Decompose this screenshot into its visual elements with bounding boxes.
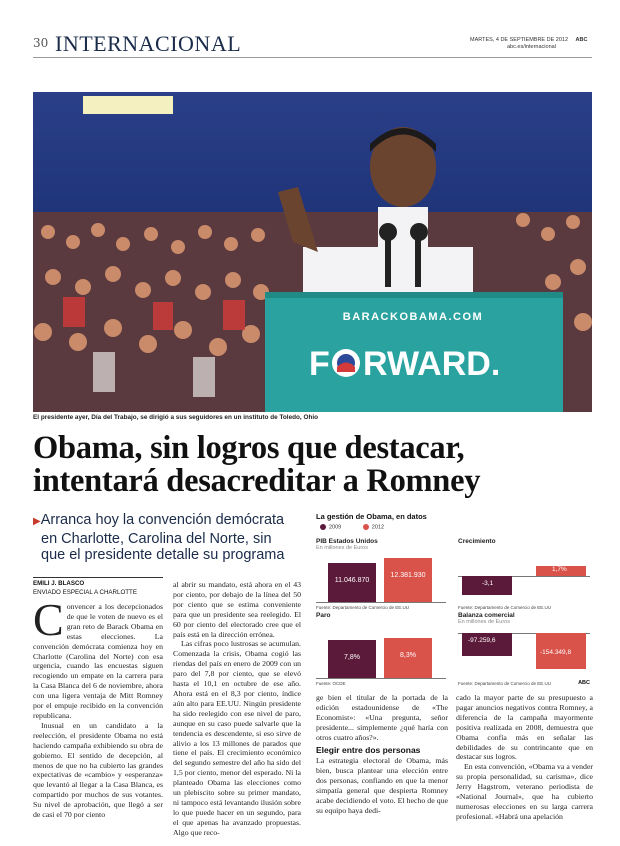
photo-illustration: [33, 92, 592, 412]
bar-2012: [384, 638, 432, 678]
body-column-2: [173, 580, 301, 838]
col3-paragraph-2: La estrategia electoral de Obama, más bien, busca plantear una elección entre dos personas, confiando en que la menor simpatía general que despierta Romney acabe decidiendo el voto. El hecho de que su equipo haya dedi-: [316, 756, 448, 815]
ceiling-light: [83, 96, 173, 114]
chart-title: Crecimiento: [458, 538, 496, 545]
main-photo: [33, 92, 592, 412]
chart-balanza: [458, 612, 592, 686]
bar-label: -3,1: [482, 580, 494, 587]
legend-swatch-2009: [320, 524, 326, 530]
bar-label: 7,8%: [344, 654, 360, 661]
infographic-brand: ABC: [578, 680, 590, 686]
bar-2012: [536, 633, 586, 669]
bar-label: 11.046.870: [334, 577, 370, 584]
bar-label: -154.349,8: [540, 649, 572, 656]
page-number: 30: [33, 36, 49, 50]
bar-label: -97.259,6: [468, 637, 496, 644]
bar-label: 1,7%: [552, 566, 567, 573]
bar-2012: [536, 566, 586, 576]
col1-paragraph-1: onvencer a los decepcionados de que le voten de nuevo es el gran reto de Barack Obama en estas elecciones. La convención demócrata comienza hoy en Charlotte (Carolina del Norte) con esa urgencia, cuando las encuestas siguen recogiendo un empate en la carrera para la Casa Blanca del 6 de noviembre, ahora con una ligera ventaja de Mitt Romney por el empuje recibido en la convención republicana.: [33, 602, 163, 720]
headline-line-2: intentará desacreditar a Romney: [33, 463, 481, 499]
col1-paragraph-2: Inusual en un candidato a la reelección, el presidente Obama no está haciendo campaña exhibiendo su obra de gobierno. El sentido de decepción, al menos de que no ha cubierto las grandes expectativas de «cambio» y «esperanza» que levantó al llegar a la Casa Blanca, es compartido por muchos de sus votantes. Su nivel de aprobación, que llegó a ser de casi el 70 por ciento: [33, 720, 163, 820]
chart-crecimiento: [458, 538, 592, 610]
col2-paragraph-1: al abrir su mandato, está ahora en el 43 por ciento, por debajo de la línea del 50 por ciento que se estima conveniente para que un presidente sea reelegido. El 60 por ciento del electorado cree que el país está en la dirección errónea.: [173, 580, 301, 639]
deck-line-3: que el presidente detalle su programa: [41, 547, 285, 563]
chart-legend: [320, 524, 384, 530]
baseline: [316, 678, 446, 679]
body-column-3: [316, 693, 448, 816]
deck: [33, 512, 308, 564]
photo-caption: El presidente ayer, Día del Trabajo, se dirigió a sus seguidores en un instituto de Toledo, Ohio: [33, 414, 319, 421]
legend-label-2009: 2009: [329, 524, 342, 531]
arrow-icon: ▶: [33, 516, 41, 527]
chart-source: Fuente: OCDE: [316, 681, 346, 686]
bar-2009: [462, 576, 512, 595]
header-rule: [33, 57, 592, 58]
infographic-title: La gestión de Obama, en datos: [316, 512, 427, 521]
sign-text-f: F: [309, 345, 330, 383]
chart-title: PIB Estados Unidos: [316, 538, 378, 545]
headline: [33, 432, 593, 498]
sign-text-rest: RWARD.: [363, 345, 501, 383]
header-brand: ABC: [575, 37, 588, 43]
chart-title: Balanza comercial: [458, 612, 515, 619]
podium: [265, 292, 563, 412]
podium-text: BARACKOBAMA.COM: [342, 311, 484, 323]
header-url: abc.es/internacional: [507, 44, 556, 50]
chart-source: Fuente: Departamento de Comercio de EE.UU: [458, 605, 552, 610]
deck-line-1: Arranca hoy la convención demócrata: [40, 512, 285, 528]
deck-line-2: en Charlotte, Carolina del Norte, sin: [41, 530, 272, 547]
byline-rule: [33, 577, 163, 578]
bar-label: 8,3%: [400, 652, 416, 659]
author-name: EMILI J. BLASCO: [33, 580, 85, 587]
dropcap: C: [33, 594, 64, 645]
bar-2009: [462, 633, 512, 656]
body-column-4: [456, 693, 593, 822]
col4-paragraph-1: cado la mayor parte de su presupuesto a pagar anuncios negativos contra Romney, a diferencia de la campaña mayormente positiva realizada en 2008, demuestra que Obama confía más en señalar las debilidades de su contrincante que en destacar sus logros.: [456, 693, 593, 762]
bar-2009: [328, 563, 376, 602]
chart-title: Paro: [316, 612, 331, 619]
chart-subtitle: En millones de Euros: [458, 619, 510, 625]
col4-paragraph-2: En esta convención, «Obama va a vender su propia personalidad, su carisma», dice Jerry Hagstrom, veterano periodista de «National Journal», que ha cubierto numerosas elecciones en su larga carrera profesional. «Habrá una apelación: [456, 762, 593, 821]
section-title: INTERNACIONAL: [55, 31, 242, 56]
chart-source: Fuente: Departamento de Comercio de EE.UU: [458, 681, 552, 686]
bar-2009: [328, 640, 376, 678]
header-info: [470, 37, 587, 51]
legend-swatch-2012: [363, 524, 369, 530]
subheading: Elegir entre dos personas: [316, 744, 421, 755]
chart-source: Fuente: Departamento de Comercio de EE.UU: [316, 605, 410, 610]
col2-paragraph-2: Las cifras poco lustrosas se acumulan. Comenzada la crisis, Obama cogió las riendas del país en enero de 2009 con un paro del 7,8 por ciento, que se elevó hasta el 10,1 en octubre de ese año. Ahora está en el 8,3 por ciento, índice aún alto para EE.UU. Ningún presidente ha sido reelegido con ese nivel de paro, aunque en su caso puede salvarle que la tendencia es descendente, si eso sirve de alivio a los 13 millones de parados que tiene el país. El crecimiento económico del segundo semestre del año ha sido del 1,5 por ciento, menor del esperado. Ni la planteado Obama las elecciones como un plebiscito sobre su primer mandato, ni tampoco está levantando ilusión sobre lo que puede hacer en un segundo, para el que apenas ha avanzado propuestas. Algo que reco-: [173, 639, 301, 837]
col3-paragraph-1: ge bien el titular de la portada de la edición estadounidense de «The Economist»: «Una pregunta, señor presidente... simplemente ¿qué haría con otros cuatro años?».: [316, 693, 448, 742]
body-column-1: [33, 594, 163, 820]
bar-2012: [384, 558, 432, 602]
author-role: ENVIADO ESPECIAL A CHARLOTTE: [33, 588, 137, 596]
chart-pib: [316, 538, 451, 610]
baseline: [316, 602, 446, 603]
header-date: MARTES, 4 DE SEPTIEMBRE DE 2012: [470, 37, 569, 43]
chart-subtitle: En millones de Euros: [316, 545, 368, 551]
bar-label: 12.381.930: [390, 572, 426, 579]
headline-line-1: Obama, sin logros que destacar,: [33, 430, 465, 466]
chart-paro: [316, 612, 451, 686]
legend-label-2012: 2012: [371, 524, 385, 531]
